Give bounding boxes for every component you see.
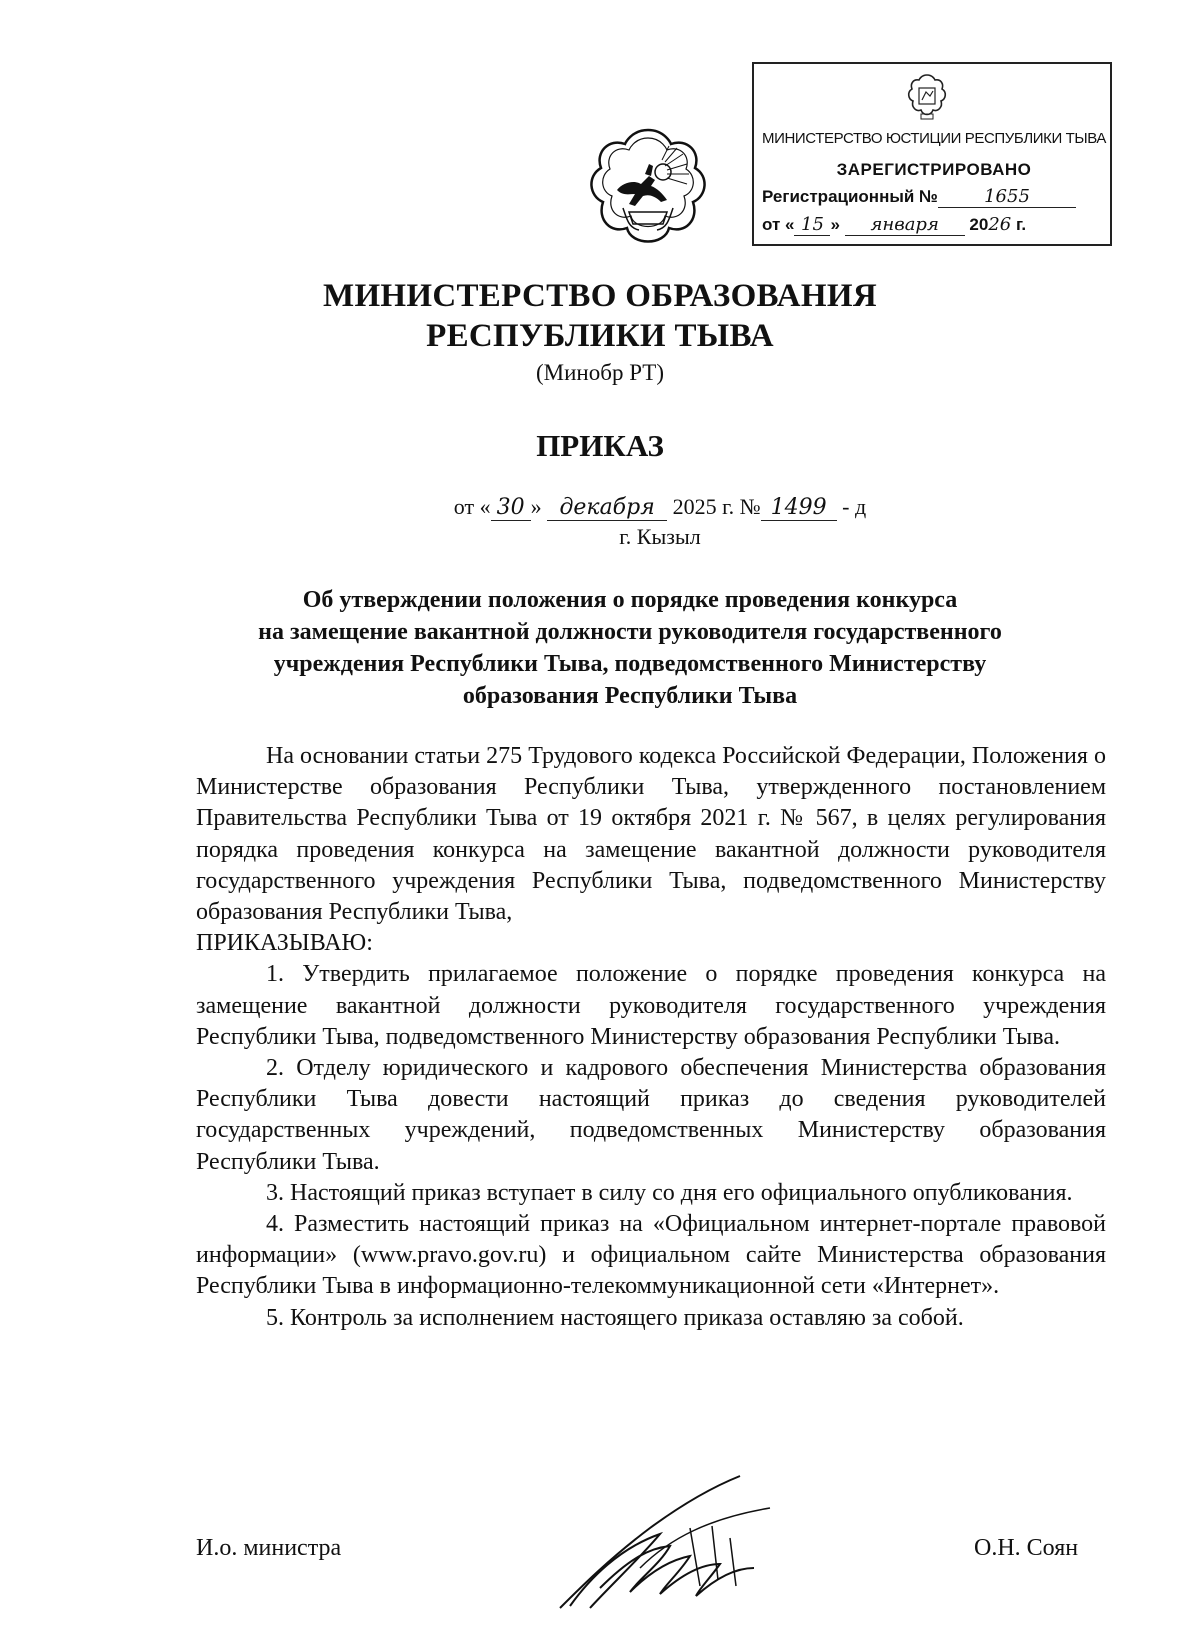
coat-of-arms-icon bbox=[583, 124, 713, 259]
order-word: ПРИКАЗЫВАЮ: bbox=[196, 930, 373, 957]
org-title-line1: МИНИСТЕРСТВО ОБРАЗОВАНИЯ bbox=[323, 278, 877, 314]
subject-line: Об утверждении положения о порядке проведения конкурса bbox=[302, 587, 958, 613]
document-type: ПРИКАЗ bbox=[536, 428, 664, 463]
stamp-date-month: января bbox=[845, 214, 965, 236]
signatory-name: О.Н. Соян bbox=[974, 1535, 1079, 1561]
stamp-status: ЗАРЕГИСТРИРОВАНО bbox=[836, 160, 1032, 179]
date-day: 30 bbox=[491, 495, 531, 521]
stamp-reg-line bbox=[762, 186, 1076, 208]
stamp-date-suffix: г. bbox=[1015, 215, 1027, 234]
order-item: 4. Разместить настоящий приказ на «Официальном интернет-портале правовой информации» (www.pravo.gov.ru) и официальном сайте Министерства образования Республики Тыва в информационно-телекоммуникационной сети «Интернет». bbox=[196, 1211, 1106, 1300]
order-item: 2. Отделу юридического и кадрового обеспечения Министерства образования Республики Тыва довести настоящий приказ до сведения руководителей государственных учреждений, подведомственных Министерству образования Республики Тыва. bbox=[196, 1055, 1106, 1175]
order-item: 3. Настоящий приказ вступает в силу со дня его официального опубликования. bbox=[266, 1179, 1073, 1206]
document-date-line bbox=[60, 494, 1200, 521]
stamp-reg-number: 1655 bbox=[938, 186, 1076, 208]
date-quote-close: » bbox=[530, 494, 542, 519]
org-abbreviation: (Минобр РТ) bbox=[536, 360, 664, 385]
signatory-position: И.о. министра bbox=[196, 1535, 342, 1561]
stamp-reg-label: Регистрационный № bbox=[762, 187, 938, 206]
subject-line: образования Республики Тыва bbox=[462, 683, 798, 709]
stamp-date-mid: » bbox=[830, 215, 840, 234]
document-body bbox=[196, 741, 1106, 1334]
subject-line: на замещение вакантной должности руководителя государственного bbox=[258, 619, 1002, 645]
document-city: г. Кызыл bbox=[619, 524, 701, 549]
order-item: 5. Контроль за исполнением настоящего приказа оставляю за собой. bbox=[266, 1304, 964, 1331]
stamp-date-line bbox=[762, 214, 1026, 236]
order-item: 1. Утвердить прилагаемое положение о порядке проведения конкурса на замещение вакантной должности руководителя государственного учреждения Республики Тыва, подведомственного Министерству образования Республики Тыва. bbox=[196, 961, 1106, 1050]
date-prefix: от « bbox=[453, 494, 491, 519]
stamp-date-year-prefix: 20 bbox=[969, 215, 989, 234]
stamp-date-year-suffix: 26 bbox=[988, 214, 1012, 235]
document-number-suffix: - д bbox=[842, 494, 867, 519]
date-year: 2025 г. № bbox=[672, 494, 761, 519]
handwritten-signature bbox=[540, 1468, 790, 1618]
preamble: На основании статьи 275 Трудового кодекса Российской Федерации, Положения о Министерстве образования Республики Тыва, утвержденного постановлением Правительства Республики Тыва от 19 октября 2021 г. № 567, в целях регулирования порядка проведения конкурса на замещение вакантной должности руководителя государственного учреждения Республики Тыва, подведомственного Министерству образования Республики Тыва, bbox=[196, 743, 1106, 926]
subject-line: учреждения Республики Тыва, подведомственного Министерству bbox=[273, 651, 987, 677]
date-month: декабря bbox=[547, 495, 667, 521]
registration-stamp bbox=[752, 62, 1112, 246]
document-subject bbox=[150, 584, 1110, 712]
org-title-line2: РЕСПУБЛИКИ ТЫВА bbox=[426, 318, 774, 354]
stamp-ministry: МИНИСТЕРСТВО ЮСТИЦИИ РЕСПУБЛИКИ ТЫВА bbox=[762, 130, 1107, 147]
stamp-date-prefix: от « bbox=[762, 215, 795, 234]
document-number: 1499 bbox=[761, 495, 837, 521]
stamp-emblem-icon bbox=[904, 72, 950, 122]
stamp-date-day: 15 bbox=[794, 214, 830, 236]
